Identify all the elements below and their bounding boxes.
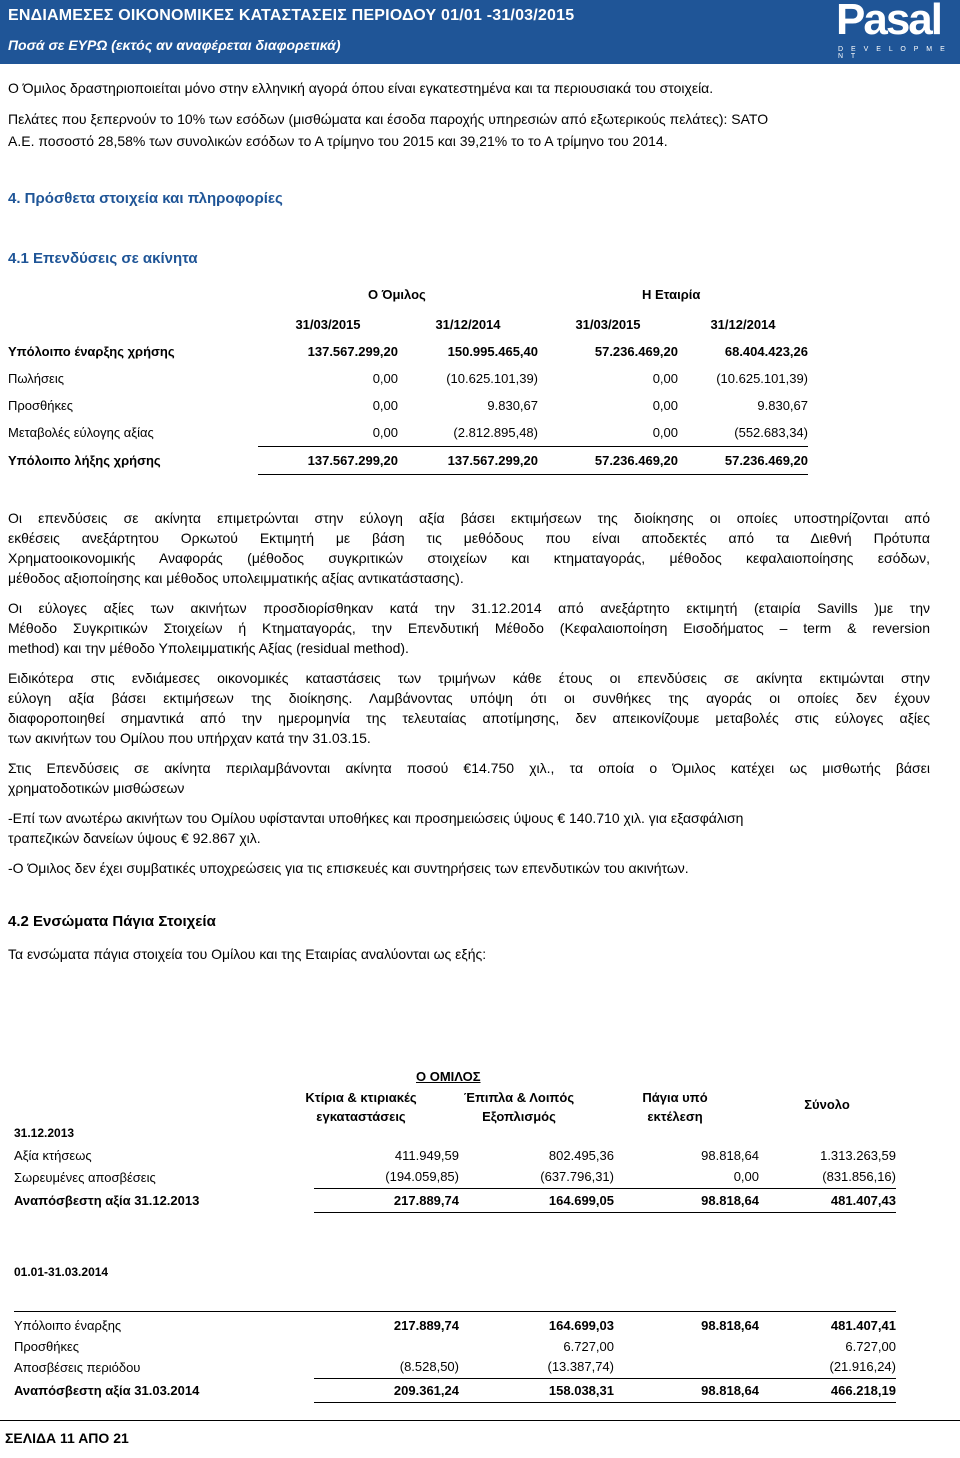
paragraph-line: χρηματοδοτικών μισθώσεων [8, 780, 185, 796]
cell-value: (13.387,74) [459, 1356, 614, 1378]
cell-value: 98.818,64 [614, 1378, 759, 1402]
paragraph-line: Χρηματοοικονομικής Αναφοράς (μέθοδος συγκριτικών στοιχείων και κτηματαγοράς, μέθοδος κεφαλαιοποίησης εσόδων, [8, 550, 930, 566]
table-row [8, 338, 808, 365]
intro-paragraph-2b: Α.Ε. ποσοστό 28,58% των συνολικών εσόδων το Α τρίμηνο του 2015 και 39,21% το το Α τρίμηνο του 2014. [8, 133, 668, 149]
cell-value: 0,00 [614, 1166, 759, 1188]
cell-value: 802.495,36 [548, 1147, 614, 1163]
investment-property-table [8, 311, 808, 475]
row-label: Αποσβέσεις περιόδου [14, 1359, 141, 1375]
section-41-title: 4.1 Επενδύσεις σε ακίνητα [8, 250, 198, 267]
cell-value: 158.038,31 [459, 1378, 614, 1402]
body-text [8, 508, 930, 878]
report-title: ΕΝΔΙΑΜΕΣΕΣ ΟΙΚΟΝΟΜΙΚΕΣ ΚΑΤΑΣΤΑΣΕΙΣ ΠΕΡΙΟΔΟΥ 01/01 -31/03/2015 [8, 7, 575, 24]
table-header-row [8, 311, 808, 338]
cell-value: 0,00 [258, 419, 398, 447]
col-header-line: Εξοπλισμός [482, 1109, 556, 1124]
row-label: Σωρευμένες αποσβέσεις [14, 1169, 156, 1185]
block1-date: 31.12.2013 [14, 1126, 75, 1140]
cell-value: (8.528,50) [314, 1356, 459, 1378]
cell-value: 137.567.299,20 [307, 344, 398, 359]
row-label: Πωλήσεις [8, 371, 64, 386]
footer-divider [0, 1420, 960, 1421]
divider [14, 1311, 896, 1312]
row-label: Αξία κτήσεως [14, 1147, 92, 1163]
paragraph-line: των ακινήτων του Ομίλου που υπήρχαν κατά την 31.03.15. [8, 730, 371, 746]
cell-value: 0,00 [372, 398, 398, 413]
row-label: Προσθήκες [14, 1338, 80, 1354]
paragraph-line: Οι επενδύσεις σε ακίνητα επιμετρώνται στην εύλογη αξία βάσει εκτιμήσεων της διοίκησης οι οποίες υποστηρίζονται από [8, 510, 930, 526]
table-row [8, 365, 808, 392]
row-label: Υπόλοιπο έναρξης χρήσης [8, 344, 175, 359]
table-row [14, 1314, 896, 1336]
fixed-assets-2013-table [14, 1144, 896, 1213]
paragraph-line: Οι εύλογες αξίες των ακινήτων προσδιορίσθηκαν κατά την 31.12.2014 από ανεξάρτητο εκτιμητή (εταιρία Savills )με την [8, 600, 930, 616]
section-42-intro: Τα ενσώματα πάγια στοιχεία του Ομίλου και της Εταιρίας αναλύονται ως εξής: [8, 946, 487, 962]
cell-value: 98.818,64 [701, 1147, 759, 1163]
cell-value: (194.059,85) [314, 1166, 459, 1188]
row-label: Μεταβολές εύλογης αξίας [8, 425, 154, 441]
cell-value: 1.313.263,59 [820, 1147, 896, 1163]
paragraph-line: τραπεζικών δανείων ύψους € 92.867 χιλ. [8, 830, 261, 846]
report-subtitle: Ποσά σε ΕΥΡΩ (εκτός αν αναφέρεται διαφορετικά) [8, 37, 341, 53]
intro-paragraph-1: Ο Όμιλος δραστηριοποιείται μόνο στην ελληνική αγορά όπου είναι εγκατεστημένα και τα περιουσιακά του στοιχεία. [8, 80, 714, 96]
table-row [14, 1356, 896, 1378]
table-row [8, 392, 808, 419]
paragraph-line: method) και την μέθοδο Υπολειμματικής Αξίας (residual method). [8, 640, 409, 656]
cell-value: 6.727,00 [845, 1338, 896, 1354]
report-header [0, 0, 960, 64]
paragraph-line: -Ο Όμιλος δεν έχει συμβατικές υποχρεώσεις για τις επισκευές και συντηρήσεις των επενδυτικών του ακινήτων. [8, 860, 689, 876]
paragraph-line: Ειδικότερα στις ενδιάμεσες οικονομικές καταστάσεις των τριμήνων κάθε έτους οι επενδύσεις σε ακίνητα εκτιμώνται στην [8, 670, 930, 686]
cell-value: 98.818,64 [614, 1188, 759, 1212]
cell-value: 57.236.469,20 [594, 344, 678, 359]
col-header [286, 1088, 436, 1126]
cell-value: (637.796,31) [459, 1166, 614, 1188]
group-label: Ο Όμιλος [368, 287, 426, 302]
cell-value: 164.699,03 [548, 1317, 614, 1333]
cell-value: (10.625.101,39) [716, 371, 808, 386]
table-row [14, 1188, 896, 1212]
col-header-line: Έπιπλα & Λοιπός [463, 1090, 575, 1105]
cell-value: 0,00 [652, 371, 678, 386]
cell-value: 57.236.469,20 [678, 447, 808, 475]
cell-value [614, 1356, 759, 1378]
cell-value: 9.830,67 [487, 398, 538, 413]
col-header-line: εγκαταστάσεις [316, 1109, 406, 1124]
group-title: Ο ΟΜΙΛΟΣ [416, 1069, 481, 1084]
cell-value: 481.407,43 [759, 1188, 896, 1212]
col-header: 31/12/2014 [710, 317, 776, 332]
cell-value: 0,00 [372, 371, 398, 386]
cell-value: 164.699,05 [459, 1188, 614, 1212]
table-row [14, 1166, 896, 1188]
col-header-line: εκτέλεση [647, 1109, 703, 1124]
cell-value: 217.889,74 [393, 1317, 459, 1333]
cell-value: 0,00 [652, 398, 678, 413]
cell-value: 466.218,19 [759, 1378, 896, 1402]
cell-value: (552.683,34) [678, 419, 808, 447]
cell-value: 481.407,41 [830, 1317, 896, 1333]
col-header: 31/03/2015 [575, 317, 641, 332]
paragraph-line: εύλογη αξία βάσει εκτιμήσεων της διοίκησης. Λαμβάνοντας υπόψη ότι οι συνθήκες της αγοράς οι οποίες δεν έχουν [8, 690, 930, 706]
section-4-title: 4. Πρόσθετα στοιχεία και πληροφορίες [8, 190, 283, 207]
cell-value: (10.625.101,39) [446, 371, 538, 386]
cell-value: 137.567.299,20 [398, 447, 538, 475]
table-row [8, 447, 808, 475]
cell-value: 0,00 [538, 419, 678, 447]
page-number: ΣΕΛΙΔΑ 11 ΑΠΟ 21 [5, 1430, 129, 1446]
table-row [14, 1378, 896, 1402]
paragraph-line: Στις Επενδύσεις σε ακίνητα περιλαμβάνονται ακίνητα ποσού €14.750 χιλ., τα οποία ο Όμιλος κατέχει ως μισθωτής βάσει [8, 760, 930, 776]
paragraph-line: εκθέσεις ανεξάρτητου Ορκωτού Εκτιμητή με βάση τις μεθόδους που είναι αποδεκτές από τα Διεθνή Πρότυπα [8, 530, 930, 546]
table-row [14, 1144, 896, 1166]
company-label: Η Εταιρία [642, 287, 701, 302]
row-label: Αναπόσβεστη αξία 31.03.2014 [14, 1382, 200, 1398]
paragraph-line: -Επί των ανωτέρω ακινήτων του Ομίλου υφίστανται υποθήκες και προσημειώσεις ύψους € 140.710 χιλ. για εξασφάλιση [8, 810, 744, 826]
cell-value: 98.818,64 [701, 1317, 759, 1333]
table-row [8, 419, 808, 447]
col-header [444, 1088, 594, 1126]
col-header-line: Πάγια υπό [642, 1090, 708, 1105]
row-label: Αναπόσβεστη αξία 31.12.2013 [14, 1192, 200, 1208]
col-header-line: Κτίρια & κτιριακές [305, 1090, 417, 1105]
cell-value: (831.856,16) [759, 1166, 896, 1188]
cell-value: (2.812.895,48) [398, 419, 538, 447]
cell-value: 137.567.299,20 [258, 447, 398, 475]
cell-value: 9.830,67 [757, 398, 808, 413]
row-label: Υπόλοιπο λήξης χρήσης [8, 453, 161, 468]
cell-value: 217.889,74 [314, 1188, 459, 1212]
cell-value: 411.949,59 [394, 1147, 459, 1163]
logo-text: Pasal [836, 0, 941, 44]
fixed-assets-2014-table [14, 1314, 896, 1403]
cell-value: 209.361,24 [314, 1378, 459, 1402]
table-row [14, 1336, 896, 1356]
col-header: 31/12/2014 [435, 317, 501, 332]
paragraph-line: μέθοδος αξιοποίησης και μέθοδος υπολειμματικής αξίας αντικατάστασης). [8, 570, 464, 586]
paragraph-line: Μέθοδο Συγκριτικών Στοιχείων ή Κτηματαγοράς, την Επενδυτική Μέθοδο (Κεφαλαιοποίηση Εισοδήματος – term & reversion [8, 620, 930, 636]
row-label: Προσθήκες [8, 398, 74, 413]
col-header: 31/03/2015 [295, 317, 361, 332]
cell-value: 68.404.423,26 [724, 344, 808, 359]
pasal-logo [830, 2, 948, 60]
cell-value [314, 1336, 459, 1356]
logo-subtext: D E V E L O P M E N T [838, 46, 948, 60]
cell-value [614, 1336, 759, 1356]
cell-value: (21.916,24) [759, 1356, 896, 1378]
cell-value: 6.727,00 [563, 1338, 614, 1354]
cell-value: 150.995.465,40 [447, 344, 538, 359]
intro-paragraph-2a: Πελάτες που ξεπερνούν το 10% των εσόδων (μισθώματα και έσοδα παροχής υπηρεσιών από εξωτερικούς πελάτες): SATO [8, 111, 769, 127]
block2-period: 01.01-31.03.2014 [14, 1265, 109, 1279]
col-header [600, 1088, 750, 1126]
col-header: Σύνολο [804, 1097, 850, 1112]
section-42-title: 4.2 Ενσώματα Πάγια Στοιχεία [8, 913, 216, 930]
paragraph-line: διαφοροποιηθεί σημαντικά από την ημερομηνία της τελευταίας αποτίμησης, δεν απεικονίζουμε μεταβολές στις εύλογες αξίες [8, 710, 930, 726]
row-label: Υπόλοιπο έναρξης [14, 1317, 122, 1333]
cell-value: 57.236.469,20 [538, 447, 678, 475]
